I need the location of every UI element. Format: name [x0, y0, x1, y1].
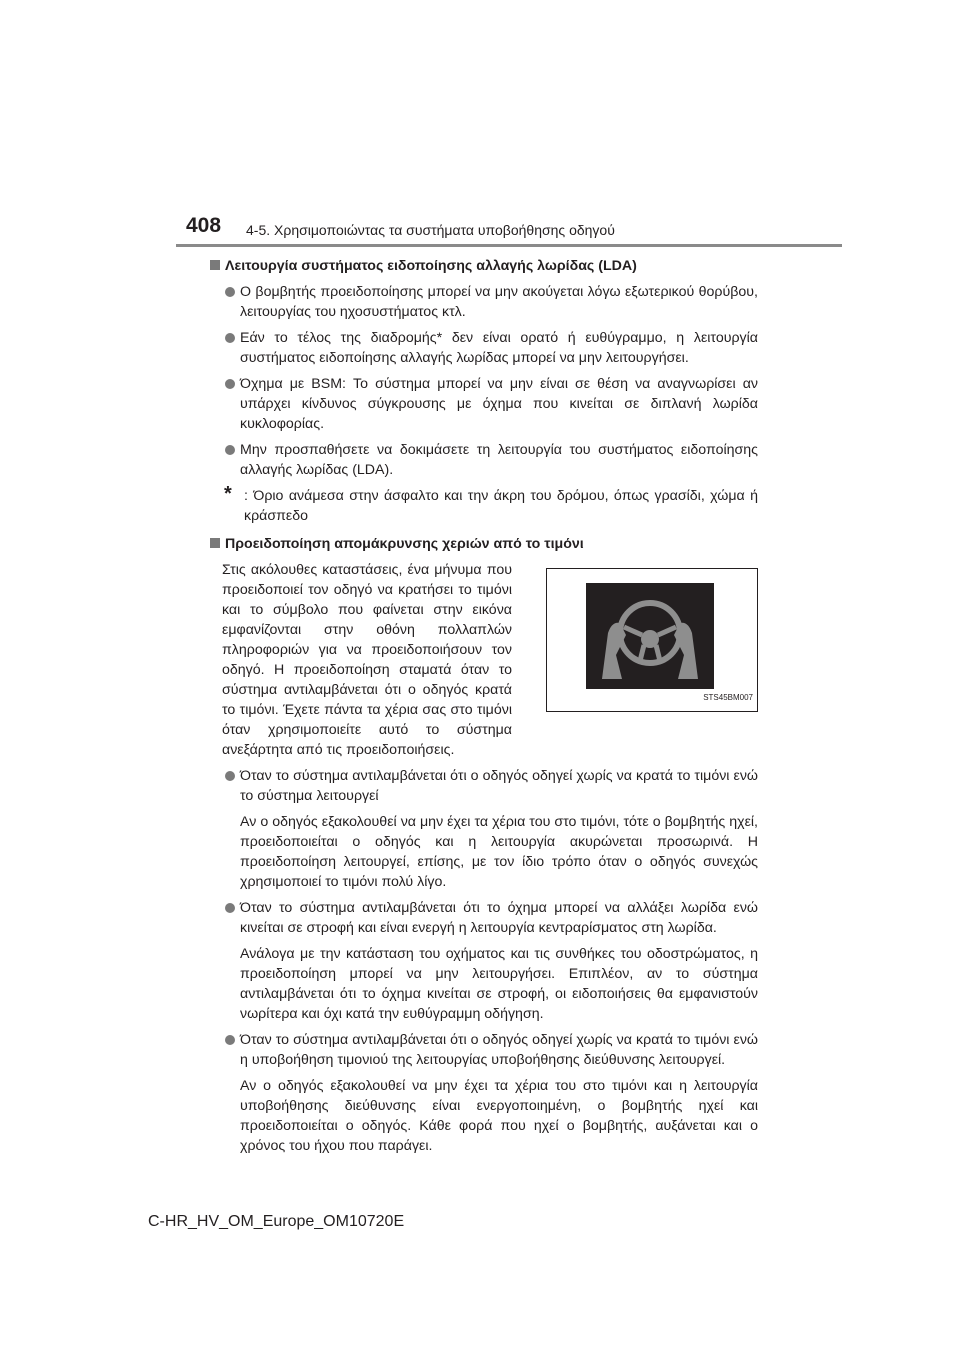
display-screen — [586, 583, 714, 689]
bullet-text: Όταν το σύστημα αντιλαμβάνεται ότι ο οδηγός οδηγεί χωρίς να κρατά το τιμόνι ενώ η υποβοήθηση τιμονιού της λειτουργίας υποβοήθησης διεύθυνσης λειτουργεί. — [240, 1032, 758, 1068]
hands-on-wheel-icon — [586, 583, 714, 689]
intro-paragraph: Στις ακόλουθες καταστάσεις, ένα μήνυμα που προειδοποιεί τον οδηγό να κρατήσει το τιμόνι και το σύμβολο που φαίνεται στην εικόνα εμφανίζονται στην οθόνη πολλαπλών πληροφοριών για να προειδοποιήσουν τον οδηγό. Η προειδοποίηση σταματά όταν το σύστημα αντιλαμβάνεται ότι ο οδηγός κρατά το τιμόνι. Έχετε πάντα τα χέρια σας στο τιμόνι όταν χρησιμοποιείτε αυτό το σύστημα ανεξάρτητα από τις προειδοποιήσεις. — [222, 562, 512, 758]
detail-paragraph: Αν ο οδηγός εξακολουθεί να μην έχει τα χέρια του στο τιμόνι και η λειτουργία υποβοήθησης διεύθυνσης είναι ενεργοποιημένη, ο βομβητής ηχεί και προειδοποιείται ο οδηγός. Κάθε φορά που ηχεί ο βομβητής, αυξάνεται και ο χρόνος του ήχου που παράγει. — [240, 1078, 758, 1154]
circle-bullet-icon — [225, 333, 235, 343]
circle-bullet-icon — [225, 445, 235, 455]
heading-text: Προειδοποίηση απομάκρυνσης χεριών από το τιμόνι — [225, 536, 584, 552]
bullet-text: Ο βομβητής προειδοποίησης μπορεί να μην ακούγεται λόγω εξωτερικού θορύβου, λειτουργίας του ηχοσυστήματος κτλ. — [240, 284, 758, 320]
circle-bullet-icon — [225, 287, 235, 297]
list-item — [210, 282, 758, 322]
heading-text: Λειτουργία συστήματος ειδοποίησης αλλαγής λωρίδας (LDA) — [225, 258, 637, 274]
bullet-text: Μην προσπαθήσετε να δοκιμάσετε τη λειτουργία του συστήματος ειδοποίησης αλλαγής λωρίδας (LDA). — [240, 442, 758, 478]
circle-bullet-icon — [225, 379, 235, 389]
figure-frame — [546, 568, 758, 712]
detail-paragraph: Αν ο οδηγός εξακολουθεί να μην έχει τα χέρια του στο τιμόνι, τότε ο βομβητής ηχεί, προειδοποιείται ο οδηγός και η λειτουργία ακυρώνεται προσωρινά. Η προειδοποίηση λειτουργεί, επίσης, με τον ίδιο τρόπο όταν ο οδηγός συνεχώς χρησιμοποιεί το τιμόνι πολύ λίγο. — [240, 814, 758, 890]
list-item — [210, 898, 758, 938]
section-heading-hands-off — [210, 534, 758, 554]
list-item — [210, 374, 758, 434]
circle-bullet-icon — [225, 1035, 235, 1045]
circle-bullet-icon — [225, 903, 235, 913]
header-rule — [176, 244, 842, 247]
list-item — [210, 440, 758, 480]
page-number: 408 — [186, 214, 222, 237]
figure-row — [210, 560, 758, 760]
bullet-text: Εάν το τέλος της διαδρομής* δεν είναι ορατό ή ευθύγραμμο, η λειτουργία συστήματος ειδοποίησης αλλαγής λωρίδας μπορεί να μην λειτουργήσει. — [240, 330, 758, 366]
bullet-text: Όχημα με BSM: Το σύστημα μπορεί να μην είναι σε θέση να αναγνωρίσει αν υπάρχει κίνδυνος σύγκρουσης με όχημα που κινείται σε διπλανή λωρίδα κυκλοφορίας. — [240, 376, 758, 432]
square-bullet-icon — [210, 260, 220, 270]
list-item — [210, 766, 758, 806]
page-content — [210, 256, 758, 1162]
footnote-text: : Όριο ανάμεσα στην άσφαλτο και την άκρη του δρόμου, όπως γρασίδι, χώμα ή κράσπεδο — [244, 488, 758, 524]
bullet-text: Όταν το σύστημα αντιλαμβάνεται ότι το όχημα μπορεί να αλλάξει λωρίδα ενώ κινείται σε στροφή και είναι ενεργή η λειτουργία κεντραρίσματος στη λωρίδα. — [240, 900, 758, 936]
section-heading-lda — [210, 256, 758, 276]
detail-paragraph: Ανάλογα με την κατάσταση του οχήματος και τις συνθήκες του οδοστρώματος, η προειδοποίηση μπορεί να μην λειτουργήσει. Επιπλέον, αν το σύστημα αντιλαμβάνεται ότι το όχημα κινείται σε στροφή, οι ειδοποιήσεις θα εμφανιστούν νωρίτερα και όχι κατά την ευθύγραμμη οδήγηση. — [240, 946, 758, 1022]
bullet-text: Όταν το σύστημα αντιλαμβάνεται ότι ο οδηγός οδηγεί χωρίς να κρατά το τιμόνι ενώ το σύστημα λειτουργεί — [240, 768, 758, 804]
figure-code: STS45BM007 — [703, 693, 753, 702]
circle-bullet-icon — [225, 771, 235, 781]
section-header: 4-5. Χρησιμοποιώντας τα συστήματα υποβοήθησης οδηγού — [246, 222, 615, 238]
square-bullet-icon — [210, 538, 220, 548]
footnote — [210, 483, 758, 526]
footnote-mark: * — [224, 483, 232, 505]
footer-doc-id: C-HR_HV_OM_Europe_OM10720E — [148, 1213, 405, 1230]
list-item — [210, 1030, 758, 1070]
list-item — [210, 328, 758, 368]
